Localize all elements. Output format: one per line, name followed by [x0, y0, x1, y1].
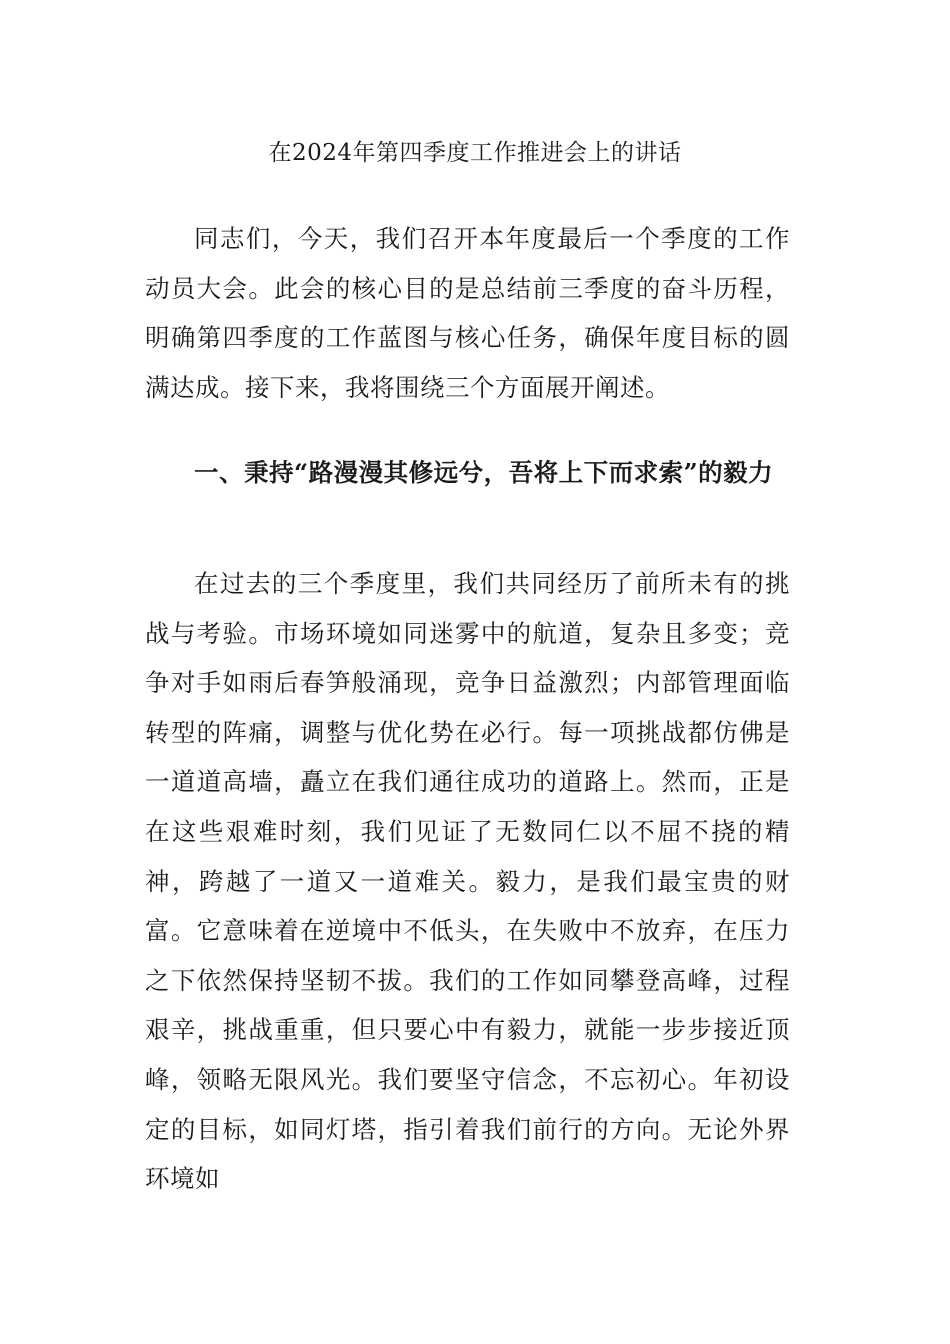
document-title: 在2024年第四季度工作推进会上的讲话: [268, 140, 682, 166]
section-paragraph: 在过去的三个季度里，我们共同经历了前所未有的挑战与考验。市场环境如同迷雾中的航道，复杂且多变；竞争对手如雨后春笋般涌现，竞争日益激烈；内部管理面临转型的阵痛，调整与优化势在必行。每一项挑战都仿佛是一道道高墙，矗立在我们通往成功的道路上。然而，正是在这些艰难时刻，我们见证了无数同仁以不屈不挠的精神，跨越了一道又一道难关。毅力，是我们最宝贵的财富。它意味着在逆境中不低头，在失败中不放弃，在压力之下依然保持坚韧不拔。我们的工作如同攀登高峰，过程艰辛，挑战重重，但只要心中有毅力，就能一步步接近顶峰，领略无限风光。我们要坚守信念，不忘初心。年初设定的目标，如同灯塔，指引着我们前行的方向。无论外界环境如: [145, 569, 790, 1194]
section-heading: 一、秉持“路漫漫其修远兮，吾将上下而求索”的毅力: [194, 458, 774, 487]
intro-paragraph: 同志们，今天，我们召开本年度最后一个季度的工作动员大会。此会的核心目的是总结前三季度的奋斗历程，明确第四季度的工作蓝图与核心任务，确保年度目标的圆满达成。接下来，我将围绕三个方面展开阐述。: [145, 224, 790, 402]
